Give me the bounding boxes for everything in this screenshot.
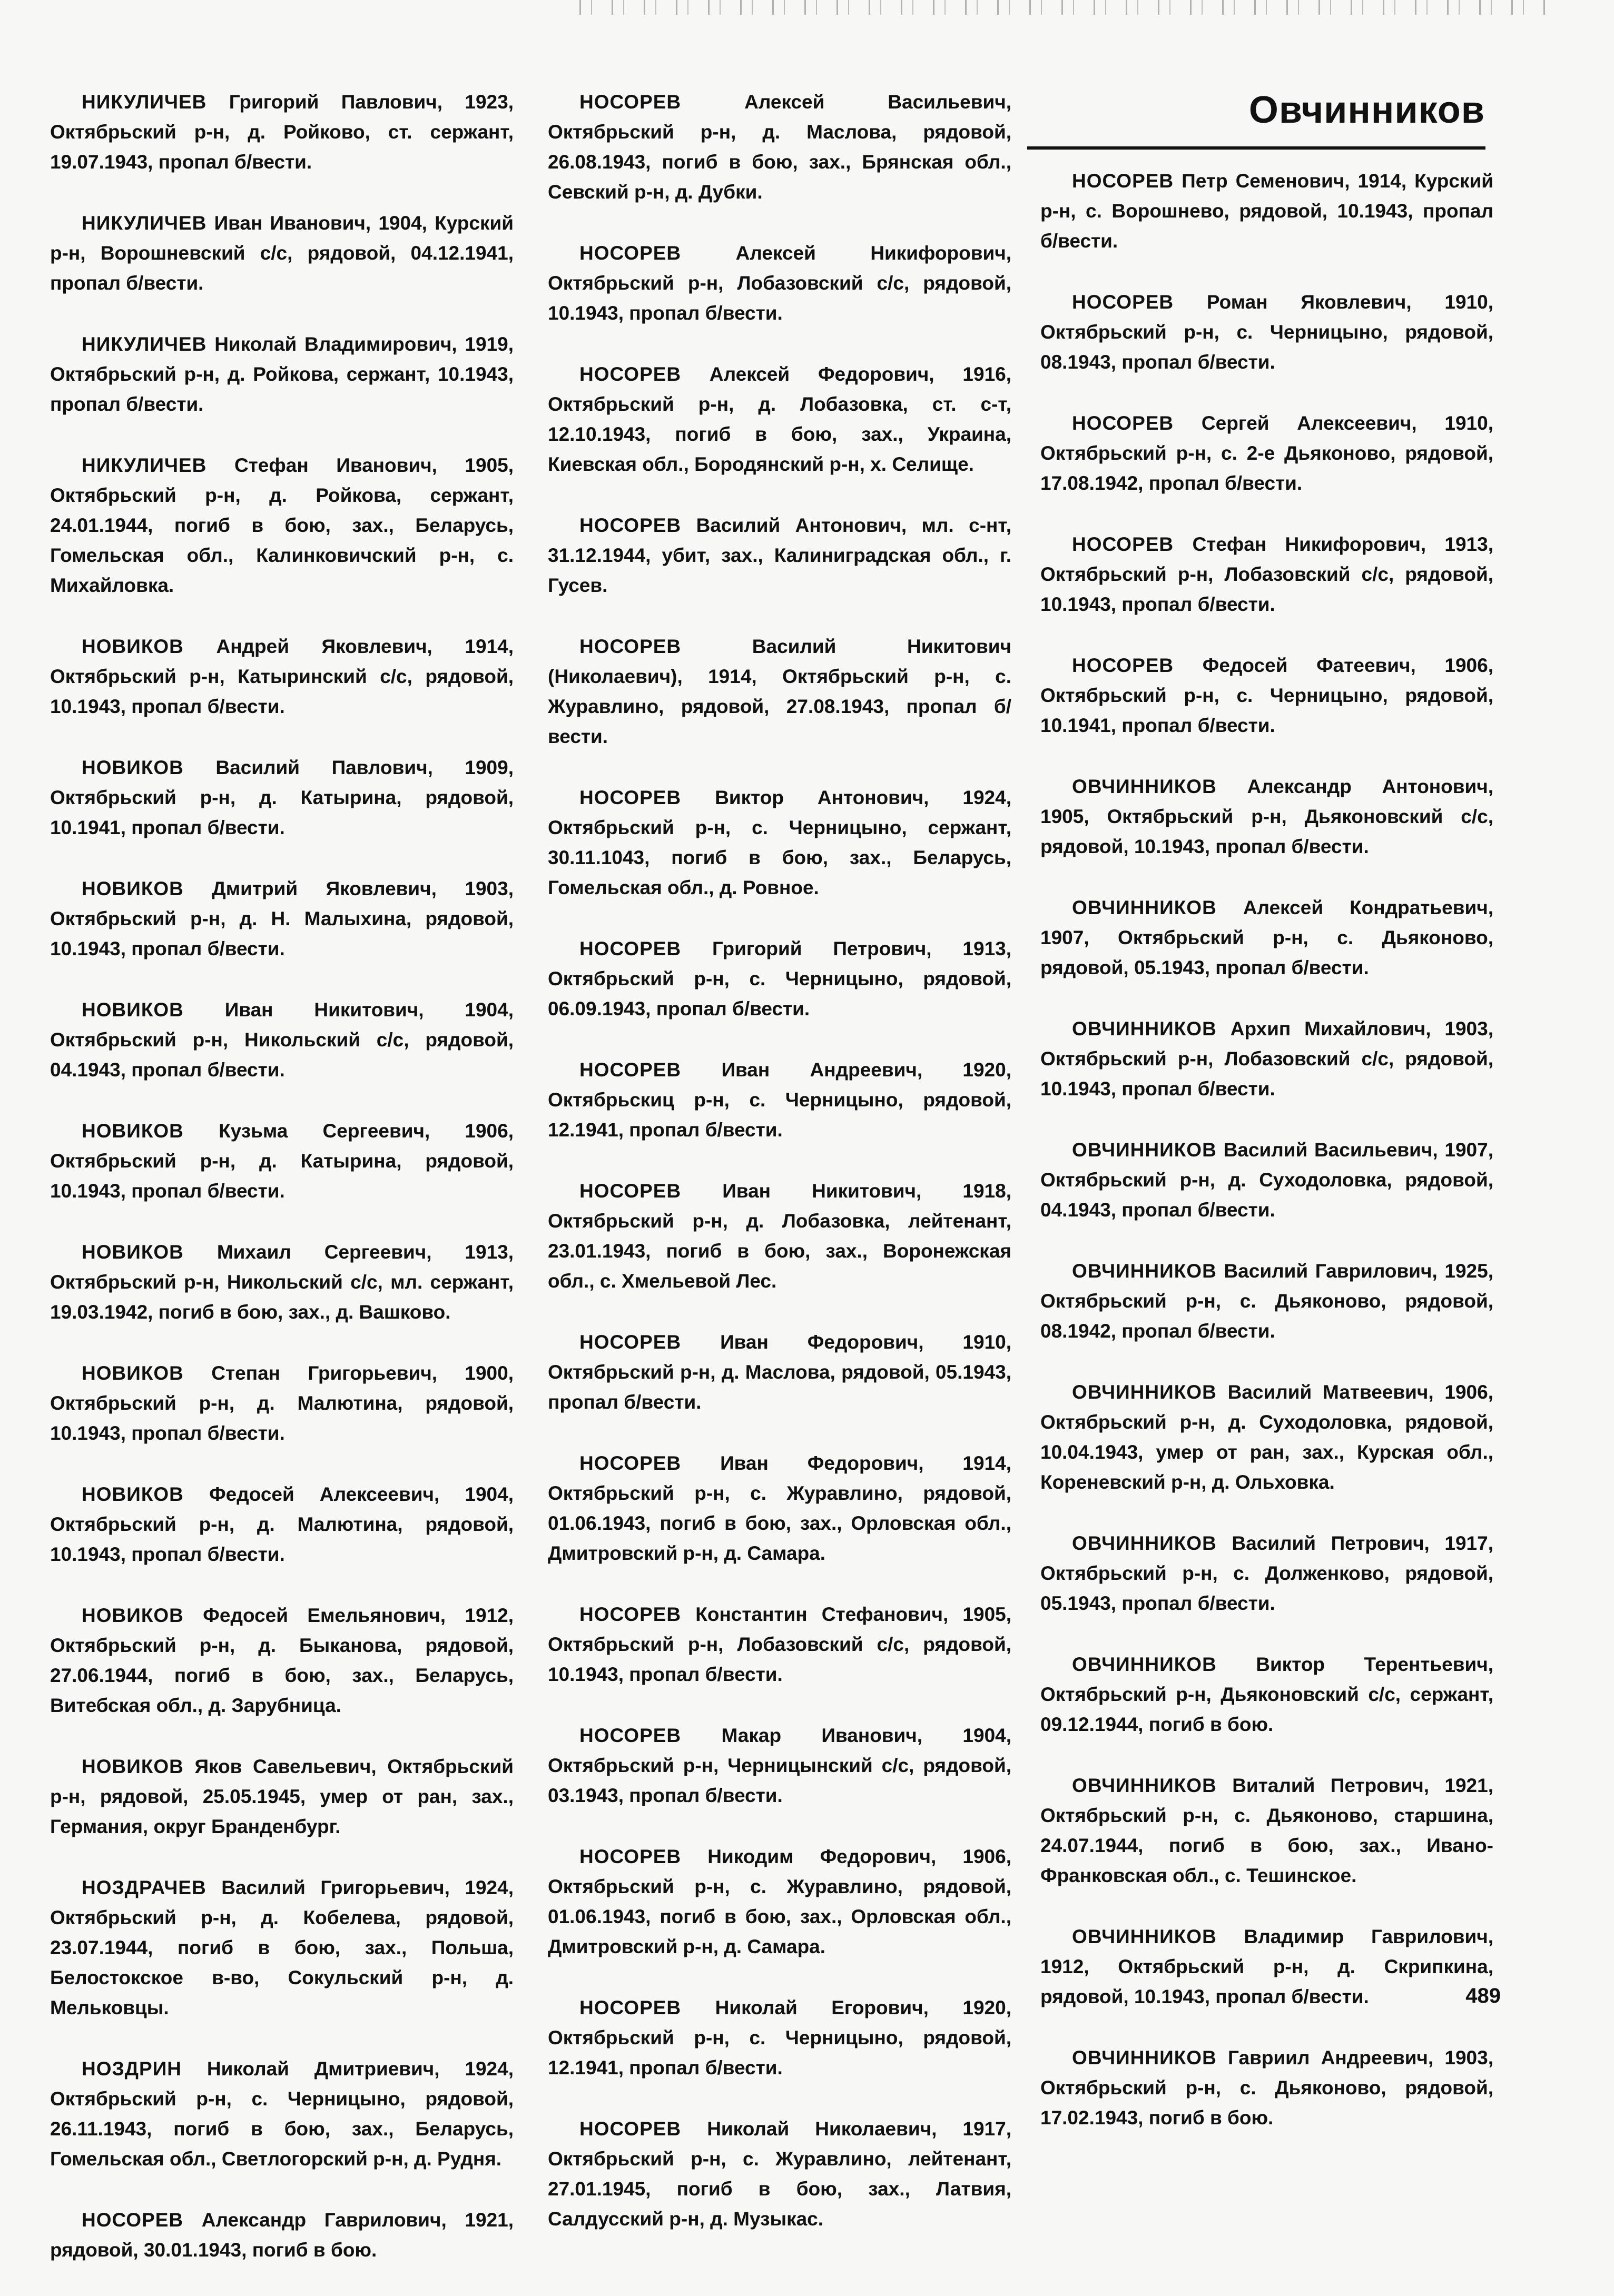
entry-details: Дмитрий Яковлевич, 1903, Октябрьский р-н, д. Н. Малыхина, рядовой, 10.1943, пропал б/вести. bbox=[50, 878, 514, 959]
entry-details: Иван Никитович, 1918, Октябрьский р-н, д. Лобазовка, лейтенант, 23.01.1943, погиб в бою, зах., Воронежская обл., с. Хмельевой Лес. bbox=[548, 1180, 1011, 1292]
entry-surname: НИКУЛИЧЕВ bbox=[82, 212, 207, 234]
text-column-1 bbox=[50, 87, 514, 2296]
entry-details: Александр Гаврилович, 1921, рядовой, 30.01.1943, погиб в бою. bbox=[50, 2209, 514, 2261]
entry-surname: НОСОРЕВ bbox=[579, 1725, 682, 1746]
list-entry bbox=[548, 87, 1011, 207]
header-divider bbox=[1027, 146, 1485, 150]
list-entry bbox=[1040, 1922, 1493, 2012]
entry-surname: НОВИКОВ bbox=[82, 878, 184, 899]
list-entry bbox=[50, 2054, 514, 2174]
list-entry bbox=[50, 1358, 514, 1448]
entry-details: Федосей Фатеевич, 1906, Октябрьский р-н, с. Черницыно, рядовой, 10.1941, пропал б/вести. bbox=[1040, 655, 1493, 736]
entry-details: Виктор Антонович, 1924, Октябрьский р-н, с. Черницыно, сержант, 30.11.1043, погиб в бою, зах., Беларусь, Гомельская обл., д. Ровное. bbox=[548, 787, 1011, 898]
list-entry bbox=[50, 1116, 514, 1206]
entry-details: Роман Яковлевич, 1910, Октябрьский р-н, с. Черницыно, рядовой, 08.1943, пропал б/вести. bbox=[1040, 291, 1493, 373]
list-entry bbox=[548, 1842, 1011, 1962]
entry-surname: НОСОРЕВ bbox=[579, 787, 682, 808]
list-entry bbox=[548, 359, 1011, 479]
entry-surname: ОВЧИННИКОВ bbox=[1072, 1018, 1217, 1040]
entry-details: Николай Николаевич, 1917, Октябрьский р-н, с. Журавлино, лейтенант, 27.01.1945, погиб в бою, зах., Латвия, Салдусский р-н, д. Музыкас. bbox=[548, 2118, 1011, 2230]
entry-surname: ОВЧИННИКОВ bbox=[1072, 1139, 1217, 1161]
entry-details: Михаил Сергеевич, 1913, Октябрьский р-н, Никольский с/с, мл. сержант, 19.03.1942, погиб в бою, зах., д. Вашково. bbox=[50, 1241, 514, 1323]
list-entry bbox=[1040, 1377, 1493, 1497]
entry-surname: НОСОРЕВ bbox=[579, 1846, 682, 1867]
entry-details: Николай Егорович, 1920, Октябрьский р-н, с. Черницыно, рядовой, 12.1941, пропал б/вести. bbox=[548, 1997, 1011, 2079]
entry-surname: НОСОРЕВ bbox=[82, 2209, 184, 2231]
page-number: 489 bbox=[1465, 1984, 1501, 2007]
list-entry bbox=[548, 783, 1011, 903]
list-entry bbox=[1040, 2043, 1493, 2133]
list-entry bbox=[548, 1993, 1011, 2083]
entry-surname: НОВИКОВ bbox=[82, 1483, 184, 1505]
entry-details: Иван Федорович, 1914, Октябрьский р-н, с. Журавлино, рядовой, 01.06.1943, погиб в бою, зах., Орловская обл., Дмитровский р-н, д. Самара. bbox=[548, 1452, 1011, 1564]
list-entry bbox=[50, 329, 514, 419]
entry-details: Иван Федорович, 1910, Октябрьский р-н, д. Маслова, рядовой, 05.1943, пропал б/вести. bbox=[548, 1331, 1011, 1413]
list-entry bbox=[50, 631, 514, 721]
entry-surname: ОВЧИННИКОВ bbox=[1072, 776, 1217, 797]
entry-surname: ОВЧИННИКОВ bbox=[1072, 897, 1217, 918]
entry-surname: НОВИКОВ bbox=[82, 1756, 184, 1777]
list-entry bbox=[1040, 771, 1493, 862]
entry-details: Федосей Алексеевич, 1904, Октябрьский р-н, д. Малютина, рядовой, 10.1943, пропал б/вести. bbox=[50, 1483, 514, 1565]
entry-surname: НОВИКОВ bbox=[82, 1241, 184, 1263]
list-entry bbox=[1040, 408, 1493, 498]
entry-surname: ОВЧИННИКОВ bbox=[1072, 2047, 1217, 2069]
entry-surname: НОВИКОВ bbox=[82, 1605, 184, 1626]
entry-details: Александр Антонович, 1905, Октябрьский р-н, Дьяконовский с/с, рядовой, 10.1943, пропал б/вести. bbox=[1040, 776, 1493, 857]
entry-details: Григорий Петрович, 1913, Октябрьский р-н, с. Черницыно, рядовой, 06.09.1943, пропал б/вести. bbox=[548, 938, 1011, 1020]
entry-details: Архип Михайлович, 1903, Октябрьский р-н, Лобазовский с/с, рядовой, 10.1943, пропал б/вести. bbox=[1040, 1018, 1493, 1100]
entry-surname: НОСОРЕВ bbox=[579, 636, 682, 657]
entry-details: Виктор Терентьевич, Октябрьский р-н, Дьяконовский с/с, сержант, 09.12.1944, погиб в бою. bbox=[1040, 1654, 1493, 1735]
list-entry bbox=[548, 1599, 1011, 1689]
list-entry bbox=[1040, 287, 1493, 377]
entry-surname: НОВИКОВ bbox=[82, 636, 184, 657]
entry-surname: НОСОРЕВ bbox=[579, 1331, 682, 1353]
entry-surname: НОСОРЕВ bbox=[579, 938, 682, 959]
entry-surname: НОСОРЕВ bbox=[579, 91, 682, 113]
entry-details: Василий Васильевич, 1907, Октябрьский р-н, д. Суходоловка, рядовой, 04.1943, пропал б/вести. bbox=[1040, 1139, 1493, 1221]
list-entry bbox=[1040, 893, 1493, 983]
entry-details: Гавриил Андреевич, 1903, Октябрьский р-н, с. Дьяконово, рядовой, 17.02.1943, погиб в бою. bbox=[1040, 2047, 1493, 2129]
entry-details: Степан Григорьевич, 1900, Октябрьский р-н, д. Малютина, рядовой, 10.1943, пропал б/вести. bbox=[50, 1362, 514, 1444]
list-entry bbox=[50, 995, 514, 1085]
list-entry bbox=[548, 1327, 1011, 1417]
list-entry bbox=[1040, 1528, 1493, 1618]
entry-details: Сергей Алексеевич, 1910, Октябрьский р-н, с. 2-е Дьяконово, рядовой, 17.08.1942, пропал б/вести. bbox=[1040, 412, 1493, 494]
entry-surname: НОСОРЕВ bbox=[579, 1452, 682, 1474]
entry-details: Кузьма Сергеевич, 1906, Октябрьский р-н, д. Катырина, рядовой, 10.1943, пропал б/вести. bbox=[50, 1120, 514, 1202]
entry-details: Константин Стефанович, 1905, Октябрьский р-н, Лобазовский с/с, рядовой, 10.1943, пропал б/вести. bbox=[548, 1604, 1011, 1685]
entry-surname: НИКУЛИЧЕВ bbox=[82, 333, 207, 355]
entry-surname: НОВИКОВ bbox=[82, 1120, 184, 1142]
entry-surname: НОСОРЕВ bbox=[579, 1997, 682, 2018]
list-entry bbox=[50, 208, 514, 298]
entry-surname: ОВЧИННИКОВ bbox=[1072, 1926, 1217, 1947]
list-entry bbox=[548, 510, 1011, 600]
entry-surname: ОВЧИННИКОВ bbox=[1072, 1260, 1217, 1282]
entry-surname: НОЗДРАЧЕВ bbox=[82, 1877, 206, 1898]
scan-artifact bbox=[579, 0, 1554, 15]
list-entry bbox=[50, 1873, 514, 2023]
entry-details: Алексей Федорович, 1916, Октябрьский р-н, д. Лобазовка, ст. с-т, 12.10.1943, погиб в бою, зах., Украина, Киевская обл., Бородянский р-н, х. Селище. bbox=[548, 363, 1011, 475]
entry-details: Федосей Емельянович, 1912, Октябрьский р-н, д. Быканова, рядовой, 27.06.1944, погиб в бою, зах., Беларусь, Витебская обл., д. Зарубница. bbox=[50, 1605, 514, 1716]
text-column-3 bbox=[1040, 166, 1493, 2164]
list-entry bbox=[1040, 1014, 1493, 1104]
list-entry bbox=[1040, 1770, 1493, 1891]
entry-details: Василий Петрович, 1917, Октябрьский р-н, с. Долженково, рядовой, 05.1943, пропал б/вести. bbox=[1040, 1532, 1493, 1614]
entry-details: Андрей Яковлевич, 1914, Октябрьский р-н, Катыринский с/с, рядовой, 10.1943, пропал б/вести. bbox=[50, 636, 514, 717]
entry-details: Владимир Гаврилович, 1912, Октябрьский р-н, д. Скрипкина, рядовой, 10.1943, пропал б/вести. bbox=[1040, 1926, 1493, 2007]
list-entry bbox=[50, 1479, 514, 1569]
list-entry bbox=[50, 87, 514, 177]
list-entry bbox=[548, 238, 1011, 328]
entry-details: Алексей Кондратьевич, 1907, Октябрьский р-н, с. Дьяконово, рядовой, 05.1943, пропал б/вести. bbox=[1040, 897, 1493, 978]
entry-surname: ОВЧИННИКОВ bbox=[1072, 1532, 1217, 1554]
entry-surname: НОСОРЕВ bbox=[1072, 533, 1174, 555]
entry-surname: НОВИКОВ bbox=[82, 1362, 184, 1384]
page-header-title: Овчинников bbox=[1248, 89, 1485, 131]
list-entry bbox=[50, 874, 514, 964]
list-entry bbox=[50, 753, 514, 843]
entry-details: Алексей Васильевич, Октябрьский р-н, д. Маслова, рядовой, 26.08.1943, погиб в бою, зах., Брянская обл., Севский р-н, д. Дубки. bbox=[548, 91, 1011, 203]
list-entry bbox=[548, 1720, 1011, 1810]
entry-surname: ОВЧИННИКОВ bbox=[1072, 1381, 1217, 1403]
entry-details: Григорий Павлович, 1923, Октябрьский р-н, д. Ройково, ст. сержант, 19.07.1943, пропал б/вести. bbox=[50, 91, 514, 173]
entry-details: Виталий Петрович, 1921, Октябрьский р-н, с. Дьяконово, старшина, 24.07.1944, погиб в бою, зах., Ивано-Франковская обл., с. Тешинское. bbox=[1040, 1775, 1493, 1886]
entry-surname: НОСОРЕВ bbox=[579, 363, 682, 385]
list-entry bbox=[1040, 1135, 1493, 1225]
entry-details: Петр Семенович, 1914, Курский р-н, с. Ворошнево, рядовой, 10.1943, пропал б/вести. bbox=[1040, 170, 1493, 252]
list-entry bbox=[50, 450, 514, 600]
list-entry bbox=[548, 631, 1011, 751]
entry-surname: НОВИКОВ bbox=[82, 999, 184, 1021]
list-entry bbox=[1040, 1649, 1493, 1739]
list-entry bbox=[548, 1448, 1011, 1568]
list-entry bbox=[548, 2114, 1011, 2234]
list-entry bbox=[1040, 529, 1493, 619]
entry-surname: НИКУЛИЧЕВ bbox=[82, 454, 207, 476]
entry-surname: НОСОРЕВ bbox=[1072, 412, 1174, 434]
entry-surname: НОСОРЕВ bbox=[1072, 291, 1174, 313]
entry-details: Яков Савельевич, Октябрьский р-н, рядовой, 25.05.1945, умер от ран, зах., Германия, округ Бранденбург. bbox=[50, 1756, 514, 1837]
list-entry bbox=[50, 1237, 514, 1327]
entry-surname: ОВЧИННИКОВ bbox=[1072, 1775, 1217, 1796]
entry-details: Василий Матвеевич, 1906, Октябрьский р-н, д. Суходоловка, рядовой, 10.04.1943, умер от ран, зах., Курская обл., Кореневский р-н, д. Ольховка. bbox=[1040, 1381, 1493, 1493]
entry-surname: НОСОРЕВ bbox=[579, 514, 682, 536]
entry-surname: НОСОРЕВ bbox=[579, 242, 682, 264]
entry-surname: НОСОРЕВ bbox=[1072, 655, 1174, 676]
entry-surname: НОЗДРИН bbox=[82, 2058, 182, 2080]
entry-surname: НИКУЛИЧЕВ bbox=[82, 91, 207, 113]
entry-details: Стефан Иванович, 1905, Октябрьский р-н, д. Ройкова, сержант, 24.01.1944, погиб в бою, зах., Беларусь, Гомельская обл., Калинковичский р-н, с. Михайловка. bbox=[50, 454, 514, 596]
entry-details: Иван Никитович, 1904, Октябрьский р-н, Никольский с/с, рядовой, 04.1943, пропал б/вести. bbox=[50, 999, 514, 1081]
entry-surname: НОСОРЕВ bbox=[579, 2118, 682, 2140]
entry-details: Василий Антонович, мл. с-нт, 31.12.1944, убит, зах., Калиниградская обл., г. Гусев. bbox=[548, 514, 1011, 596]
entry-surname: НОСОРЕВ bbox=[579, 1604, 682, 1625]
entry-details: Николай Владимирович, 1919, Октябрьский р-н, д. Ройкова, сержант, 10.1943, пропал б/вести. bbox=[50, 333, 514, 415]
list-entry bbox=[548, 1176, 1011, 1296]
entry-details: Стефан Никифорович, 1913, Октябрьский р-н, Лобазовский с/с, рядовой, 10.1943, пропал б/вести. bbox=[1040, 533, 1493, 615]
list-entry bbox=[548, 1055, 1011, 1145]
entry-surname: НОСОРЕВ bbox=[1072, 170, 1174, 192]
list-entry bbox=[548, 934, 1011, 1024]
list-entry bbox=[1040, 166, 1493, 256]
entry-details: Василий Гаврилович, 1925, Октябрьский р-н, с. Дьяконово, рядовой, 08.1942, пропал б/вести. bbox=[1040, 1260, 1493, 1342]
list-entry bbox=[50, 1600, 514, 1720]
text-column-2 bbox=[548, 87, 1011, 2265]
entry-surname: ОВЧИННИКОВ bbox=[1072, 1654, 1217, 1675]
entry-details: Василий Никитович (Николаевич), 1914, Октябрьский р-н, с. Журавлино, рядовой, 27.08.1943, пропал б/вести. bbox=[548, 636, 1011, 747]
entry-details: Макар Иванович, 1904, Октябрьский р-н, Черницынский с/с, рядовой, 03.1943, пропал б/вести. bbox=[548, 1725, 1011, 1806]
entry-details: Николай Дмитриевич, 1924, Октябрьский р-н, с. Черницыно, рядовой, 26.11.1943, погиб в бою, зах., Беларусь, Гомельская обл., Светлогорский р-н, д. Рудня. bbox=[50, 2058, 514, 2170]
list-entry bbox=[1040, 650, 1493, 740]
list-entry bbox=[50, 2205, 514, 2265]
entry-details: Алексей Никифорович, Октябрьский р-н, Лобазовский с/с, рядовой, 10.1943, пропал б/вести. bbox=[548, 242, 1011, 324]
entry-details: Иван Иванович, 1904, Курский р-н, Ворошневский с/с, рядовой, 04.12.1941, пропал б/вести. bbox=[50, 212, 514, 294]
entry-surname: НОСОРЕВ bbox=[579, 1180, 682, 1202]
entry-details: Василий Павлович, 1909, Октябрьский р-н, д. Катырина, рядовой, 10.1941, пропал б/вести. bbox=[50, 757, 514, 838]
list-entry bbox=[50, 1751, 514, 1842]
entry-details: Иван Андреевич, 1920, Октябрьскиц р-н, с. Черницыно, рядовой, 12.1941, пропал б/вести. bbox=[548, 1059, 1011, 1141]
entry-surname: НОСОРЕВ bbox=[579, 1059, 682, 1081]
entry-details: Василий Григорьевич, 1924, Октябрьский р-н, д. Кобелева, рядовой, 23.07.1944, погиб в бою, зах., Польша, Белостокское в-во, Сокульский р-н, д. Мельковцы. bbox=[50, 1877, 514, 2018]
list-entry bbox=[1040, 1256, 1493, 1346]
entry-surname: НОВИКОВ bbox=[82, 757, 184, 778]
entry-details: Никодим Федорович, 1906, Октябрьский р-н, с. Журавлино, рядовой, 01.06.1943, погиб в бою, зах., Орловская обл., Дмитровский р-н, д. Самара. bbox=[548, 1846, 1011, 1957]
